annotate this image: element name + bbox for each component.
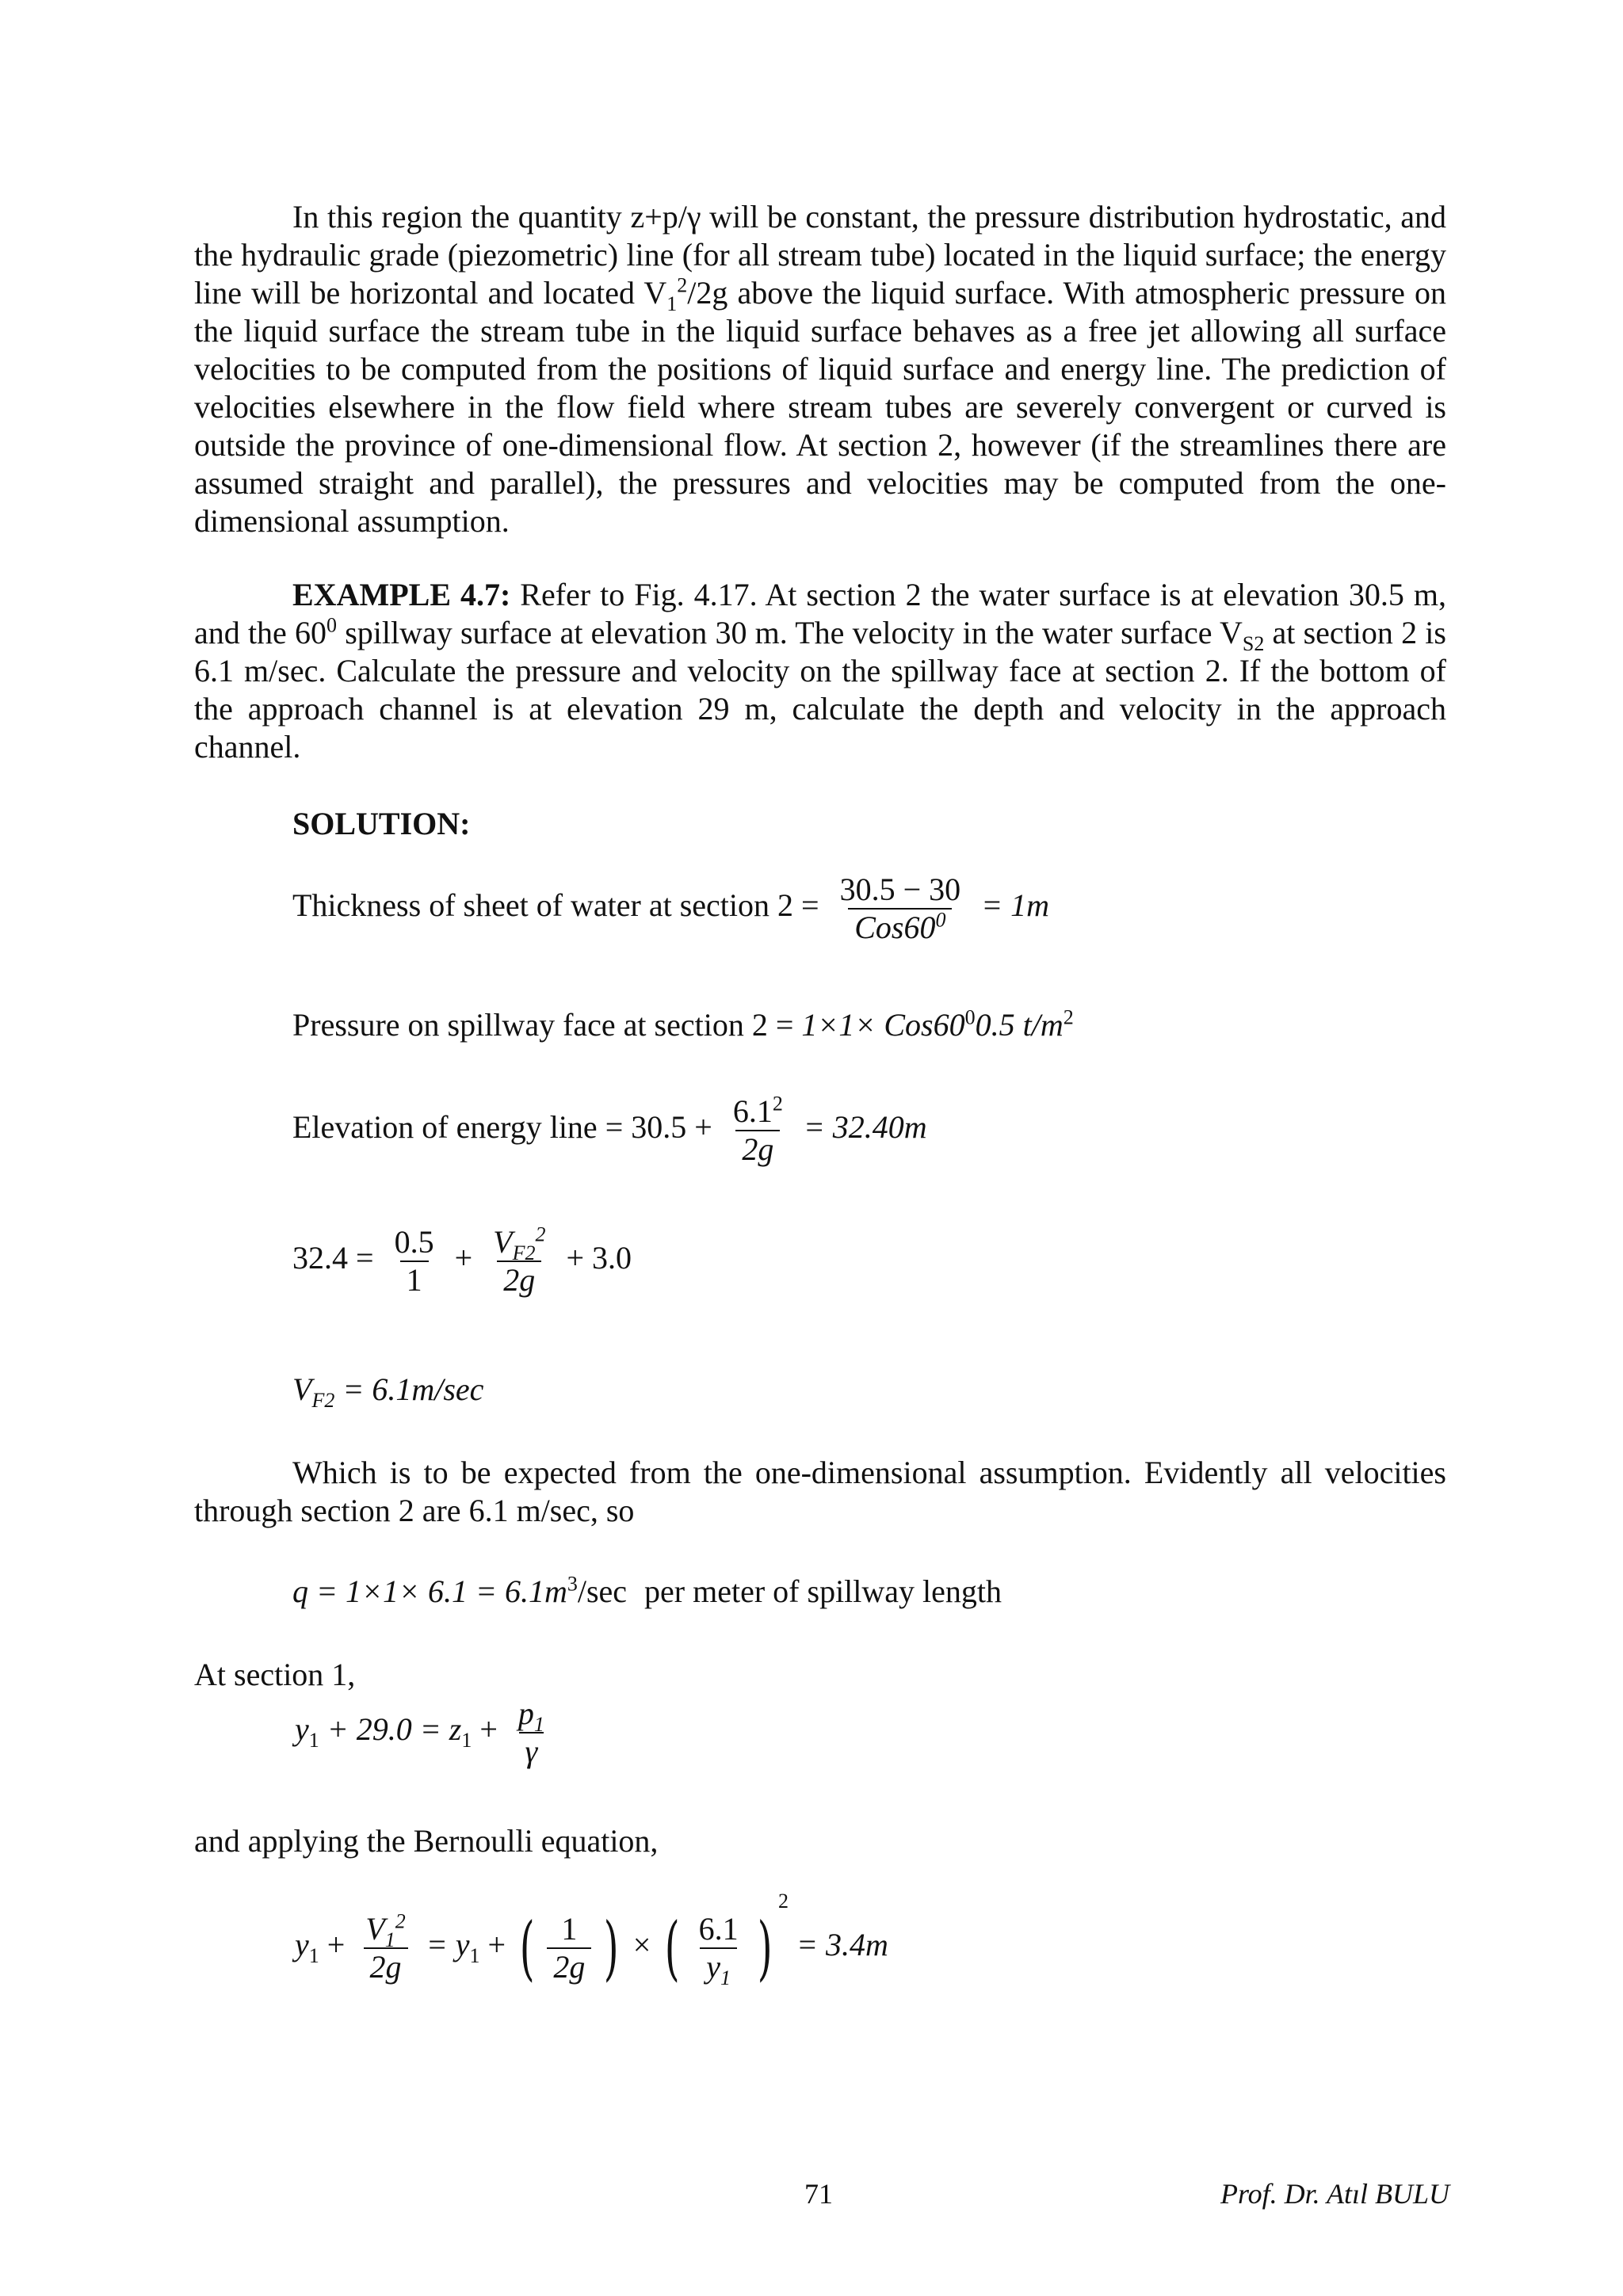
q-rest: /sec	[577, 1573, 628, 1609]
b-numerator-1	[359, 1909, 411, 1951]
energy-num-sup: 2	[772, 1092, 783, 1116]
b-eq: = y	[426, 1927, 470, 1962]
pressure-expr: 1×1× Cos60	[801, 1007, 965, 1043]
bernoulli-text: and applying the Bernoulli equation,	[194, 1823, 659, 1859]
thickness-denominator	[848, 908, 952, 946]
vf2-sub: F2	[311, 1389, 335, 1412]
eq4-num2	[487, 1222, 552, 1264]
energy-num-text: 6.1	[732, 1093, 773, 1129]
example-text-c: at section 2 is 6.1 m/sec. Calculate the pressure and velocity on the spillway face at section 2. If the bottom of the approach channel is at elevation 29 m, calculate the depth and velocity in the approach channel.	[194, 615, 1446, 765]
at-section-1	[194, 1656, 355, 1694]
s1-plus: +	[479, 1711, 498, 1748]
q-expr: q = 1×1× 6.1 = 6.1m	[292, 1573, 567, 1609]
example-paragraph	[194, 576, 1446, 766]
b-num-sub: 1	[384, 1928, 395, 1951]
left-paren-1: (	[519, 1906, 535, 1989]
expected-text: Which is to be expected from the one-dimensional assumption. Evidently all velocities through section 2 are 6.1 m/sec, so	[194, 1455, 1446, 1528]
b-sub: 1	[308, 1944, 319, 1967]
solution-heading-text: SOLUTION:	[292, 806, 471, 841]
s1-sub: 1	[308, 1729, 319, 1753]
example-label: EXAMPLE 4.7:	[292, 577, 511, 612]
s1-sub2: 1	[461, 1729, 472, 1753]
s1-num-text: p	[517, 1695, 534, 1731]
b-plus2: +	[487, 1927, 506, 1962]
intro-sub: 1	[666, 292, 678, 315]
intro-sup: 2	[677, 273, 688, 297]
example-sub: S2	[1242, 632, 1265, 655]
eq4-num2-sub: F2	[512, 1241, 536, 1264]
b-y: y	[295, 1927, 309, 1962]
example-text-b: spillway surface at elevation 30 m. The velocity in the water surface V	[337, 615, 1243, 650]
vf2-result	[292, 1371, 484, 1412]
expected-paragraph	[194, 1454, 1446, 1530]
right-paren-2: )	[757, 1906, 773, 1989]
energy-lhs: 30.5 +	[631, 1109, 712, 1146]
eq4-fraction-1	[388, 1224, 441, 1299]
eq4-fraction-2	[487, 1224, 552, 1299]
eq4-plus: +	[454, 1240, 473, 1276]
b-den3-y: y	[706, 1948, 721, 1985]
b-fraction-3	[693, 1910, 745, 1989]
b-num-v: V	[365, 1910, 385, 1947]
s1-num-sub: 1	[533, 1713, 544, 1736]
b-times: ×	[632, 1927, 651, 1962]
intro-text: In this region the quantity z+p/γ will be constant, the pressure distribution hydrostatic, and the hydraulic grade (piezometric) line (for all stream tube) located in the liquid surface; the energy line will be horizontal and located V	[194, 199, 1446, 311]
right-paren-1: )	[604, 1906, 620, 1989]
energy-numerator	[727, 1093, 789, 1130]
s1-numerator	[512, 1695, 551, 1736]
eq4-den1: 1	[400, 1261, 429, 1299]
b-numerator-3: 6.1	[698, 1910, 739, 1947]
energy-denominator: 2g	[735, 1130, 780, 1168]
b-num-sup: 2	[395, 1909, 406, 1933]
thickness-result: = 1m	[981, 887, 1050, 924]
energy-equation	[292, 1093, 927, 1168]
pressure-equation	[292, 1006, 1074, 1044]
example-sup: 0	[327, 613, 338, 637]
solution-heading	[292, 805, 471, 843]
thickness-label: Thickness of sheet of water at section 2 =	[292, 887, 819, 924]
pressure-label: Pressure on spillway face at section 2 =	[292, 1007, 794, 1043]
energy-fraction	[727, 1093, 789, 1168]
bernoulli-equation	[295, 1890, 888, 1989]
vf2-rest: = 6.1m/sec	[342, 1371, 484, 1407]
page-number: 71	[804, 2178, 833, 2210]
b-denominator-3	[700, 1947, 737, 1989]
s1-fraction	[512, 1695, 551, 1770]
energy-label: Elevation of energy line =	[292, 1109, 624, 1146]
example-text-a: Refer to Fig. 4.17. At section 2 the water surface is at elevation 30.5 m, and the 60	[194, 577, 1446, 650]
b-plus: +	[327, 1927, 346, 1962]
bernoulli-sentence	[194, 1822, 658, 1860]
intro-paragraph	[194, 198, 1446, 540]
at-section-1-text: At section 1,	[194, 1657, 356, 1692]
b-fraction-2	[547, 1911, 591, 1985]
thickness-den-sup: 0	[935, 908, 946, 932]
s1-mid: + 29.0 = z	[327, 1711, 462, 1748]
velocity-equation	[292, 1224, 632, 1299]
q-tail: per meter of spillway length	[644, 1573, 1002, 1609]
b-den3-sub: 1	[720, 1966, 731, 1989]
b-power: 2	[778, 1890, 789, 1913]
b-denominator-2: 2g	[547, 1947, 591, 1985]
thickness-equation	[292, 871, 1049, 946]
q-sup: 3	[567, 1572, 578, 1596]
eq4-num2-v: V	[493, 1224, 513, 1260]
discharge-equation	[292, 1573, 1002, 1611]
eq4-den2: 2g	[497, 1261, 541, 1299]
b-fraction-1	[359, 1911, 411, 1985]
intro-text-rest: /2g above the liquid surface. With atmospheric pressure on the liquid surface the stream tube in the liquid surface behaves as a free jet allowing all surface velocities to be computed from the positions of liquid surface and energy line. The prediction of velocities elsewhere in the flow field where stream tubes are severely convergent or curved is outside the province of one-dimensional flow. At section 2, however (if the streamlines there are assumed straight and parallel), the pressures and velocities may be computed from the one-dimensional assumption.	[194, 275, 1446, 539]
b-denominator-1: 2g	[364, 1947, 408, 1985]
thickness-den-text: Cos60	[854, 910, 936, 945]
eq4-num1: 0.5	[394, 1224, 434, 1260]
b-sub2: 1	[469, 1944, 480, 1967]
s1-y: y	[295, 1711, 309, 1748]
pressure-rest: 0.5 t/m	[975, 1007, 1064, 1043]
author: Prof. Dr. Atıl BULU	[1220, 2178, 1450, 2210]
thickness-numerator: 30.5 − 30	[839, 871, 961, 907]
section1-equation	[295, 1695, 557, 1770]
eq4-num2-sup: 2	[535, 1222, 546, 1246]
eq4-rest: + 3.0	[566, 1240, 632, 1276]
left-paren-2: (	[665, 1906, 680, 1989]
pressure-unit-sup: 2	[1063, 1005, 1074, 1029]
s1-denominator: γ	[519, 1732, 544, 1770]
eq4-lhs: 32.4 =	[292, 1240, 374, 1276]
vf2-v: V	[292, 1371, 312, 1407]
b-numerator-2: 1	[561, 1910, 578, 1947]
b-result: = 3.4m	[796, 1927, 888, 1962]
pressure-sup: 0	[964, 1005, 976, 1029]
energy-result: = 32.40m	[803, 1109, 927, 1146]
thickness-fraction	[834, 871, 968, 946]
